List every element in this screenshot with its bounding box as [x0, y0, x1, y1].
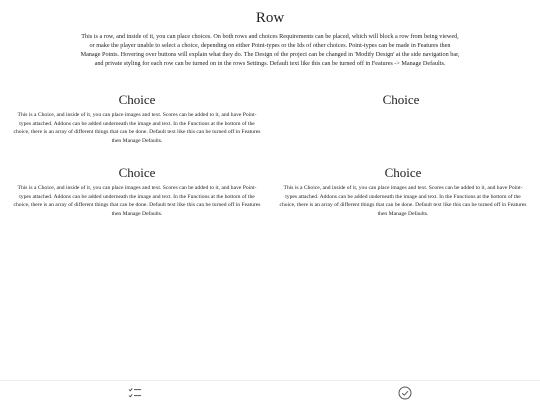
row-title: Row [255, 10, 285, 26]
choice-title: Choice [118, 92, 156, 107]
checklist-icon [127, 385, 143, 401]
row [0, 8, 540, 68]
bottom-bar [0, 380, 540, 405]
choice-text: This is a Choice, and inside of it, you can place images and text. Scores can be added to it, and have Point-types attached. Addons can be added underneath the image and text. In the Functions at the bottom of the choice, there is an array of different things that can be done. Default text like this can be turned off in Features then Manage Defaults. [13, 112, 261, 144]
choice-title: Choice [382, 92, 420, 107]
choice-2[interactable] [276, 92, 526, 111]
check-circle-icon [397, 385, 413, 401]
choice-text: This is a Choice, and inside of it, you can place images and text. Scores can be added to it, and have Point-types attached. Addons can be added underneath the image and text. In the Functions at the bottom of the choice, there is an array of different things that can be done. Default text like this can be turned off in Features then Manage Defaults. [13, 185, 261, 217]
choice-3[interactable] [12, 165, 262, 218]
choice-4[interactable] [278, 165, 528, 218]
choice-text: This is a Choice, and inside of it, you can place images and text. Scores can be added to it, and have Point-types attached. Addons can be added underneath the image and text. In the Functions at the bottom of the choice, there is an array of different things that can be done. Default text like this can be turned off in Features then Manage Defaults. [279, 185, 527, 217]
choice-title: Choice [118, 165, 156, 180]
row-text: This is a row, and inside of it, you can place choices. On both rows and choices Requirements can be placed, which will block a row from being viewed, or make the player unable to select a choice, depending on either Point-types or the Ids of other choices. Point-types can be made in Features then Manage Points. Hovering over buttons will explain what they do. The Design of the project can be changed in 'Modify Design' at the side navigation bar, and private styling for each row can be turned on in the rows Settings. Default text like this can be turned off in Features -> Manage Defaults. [80, 33, 460, 67]
check-circle-button[interactable] [397, 385, 413, 401]
choice-title: Choice [384, 165, 422, 180]
checklist-button[interactable] [127, 385, 143, 401]
choice-1[interactable] [12, 92, 262, 145]
